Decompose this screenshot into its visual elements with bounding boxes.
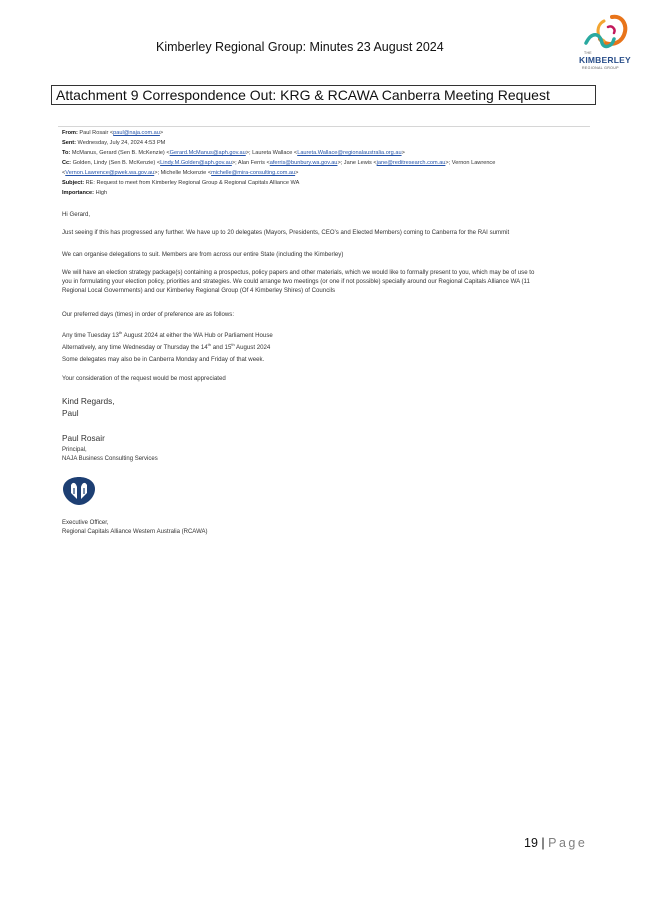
page-separator: | bbox=[537, 836, 549, 850]
email-subject-line bbox=[62, 180, 592, 187]
meeting-option-3: Some delegates may also be in Canberra Monday and Friday of that week. bbox=[62, 356, 265, 363]
cc-4-close: >; Michelle Mckenzie < bbox=[154, 170, 212, 176]
signature-first-name: Paul bbox=[62, 408, 79, 418]
to-1-name: McManus, Gerard (Sen B. McKenzie) < bbox=[71, 150, 170, 156]
option-2-sup-1: th bbox=[207, 341, 211, 347]
email-greeting: Hi Gerard, bbox=[62, 211, 91, 218]
email-from-line bbox=[62, 130, 592, 137]
rcawa-emblem-icon bbox=[61, 475, 97, 507]
kimberley-regional-group-logo bbox=[578, 13, 634, 79]
option-1-text-b: August 2024 at either the WA Hub or Parliament House bbox=[122, 332, 273, 339]
option-2-text-a: Alternatively, any time Wednesday or Thursday the 14 bbox=[62, 344, 208, 351]
signature-organisation: Regional Capitals Alliance Western Australia (RCAWA) bbox=[62, 529, 208, 535]
importance-value: High bbox=[95, 190, 108, 196]
cc-1-name: Golden, Lindy (Sen B. McKenzie) < bbox=[72, 160, 161, 166]
signature-regards: Kind Regards, bbox=[62, 396, 115, 406]
logo-swirl-icon bbox=[582, 13, 630, 51]
cc-5-close: > bbox=[295, 170, 299, 176]
cc-4-open: < bbox=[62, 170, 66, 176]
to-label: To: bbox=[62, 150, 71, 156]
sent-value: Wednesday, July 24, 2024 4:53 PM bbox=[77, 140, 166, 146]
email-paragraph-4: Our preferred days (times) in order of preference are as follows: bbox=[62, 311, 235, 318]
signature-role: Principal, bbox=[62, 447, 87, 453]
email-paragraph-3-line-3: Regional Local Governments) and our Kimberley Regional Group (Of 4 Kimberley Shires) of Councils bbox=[62, 287, 335, 295]
sent-label: Sent: bbox=[62, 140, 76, 146]
signature-officer-role: Executive Officer, bbox=[62, 520, 109, 526]
meeting-option-1 bbox=[62, 331, 592, 340]
email-to-line bbox=[62, 150, 592, 157]
cc-2-email-link[interactable]: aferris@bunbury.wa.gov.au bbox=[269, 160, 338, 166]
cc-2-close: >; Jane Lewis < bbox=[337, 160, 377, 166]
cc-label: Cc: bbox=[62, 160, 72, 166]
option-2-text-c: August 2024 bbox=[234, 344, 271, 351]
from-label: From: bbox=[62, 130, 78, 136]
attachment-title: Attachment 9 Correspondence Out: KRG & RCAWA Canberra Meeting Request bbox=[51, 85, 596, 105]
cc-1-close: >; Alan Ferris < bbox=[231, 160, 270, 166]
cc-3-close: >; Vernon Lawrence bbox=[445, 160, 496, 166]
email-top-divider bbox=[58, 126, 590, 127]
from-name: Paul Rosair < bbox=[79, 130, 114, 136]
option-2-text-b: and 15 bbox=[211, 344, 232, 351]
page-number: 19 bbox=[524, 836, 538, 850]
to-1-close: >; Laureta Wallace < bbox=[245, 150, 298, 156]
to-1-email-link[interactable]: Gerard.McManus@aph.gov.au bbox=[169, 150, 246, 156]
email-sent-line bbox=[62, 140, 592, 147]
importance-label: Importance: bbox=[62, 190, 95, 196]
subject-value: RE: Request to meet from Kimberley Regional Group & Regional Capitals Alliance WA bbox=[85, 180, 300, 186]
option-1-text-a: Any time Tuesday 13 bbox=[62, 332, 119, 339]
page-word: Page bbox=[548, 836, 588, 850]
signature-full-name: Paul Rosair bbox=[62, 433, 105, 443]
email-paragraph-2: We can organise delegations to suit. Members are from across our entire State (including the Kimberley) bbox=[62, 251, 344, 258]
email-paragraph-1: Just seeing if this has progressed any further. We have up to 20 delegates (Mayors, Presidents, CEO’s and Elected Members) coming to Canberra for the RAI summit bbox=[62, 229, 510, 236]
page-header-title: Kimberley Regional Group: Minutes 23 August 2024 bbox=[156, 40, 444, 54]
email-paragraph-3-line-1: We will have an election strategy package(s) containing a prospectus, policy papers and other materials, which we would like to formally present to you, which may be of use to bbox=[62, 269, 535, 276]
from-close: > bbox=[159, 130, 164, 136]
email-cc-line-2 bbox=[62, 170, 592, 177]
cc-4-email-link[interactable]: Vernon.Lawrence@pwek.wa.gov.au bbox=[65, 170, 155, 176]
option-2-sup-2: th bbox=[231, 341, 235, 347]
email-closing-note: Your consideration of the request would be most appreciated bbox=[62, 375, 226, 382]
email-paragraph-3 bbox=[62, 268, 592, 296]
email-importance-line bbox=[62, 190, 592, 197]
option-1-sup: th bbox=[118, 329, 123, 335]
to-2-email-link[interactable]: Laureta.Wallace@regionalaustralia.org.au bbox=[297, 150, 402, 156]
logo-small-text: THE bbox=[584, 51, 592, 55]
email-paragraph-3-line-2: you in formulating your election policy, priorities and strategies. We could arrange two meetings (or one if not possible) specially around our Regional Capitals Alliance WA (11 bbox=[62, 278, 530, 286]
meeting-option-2 bbox=[62, 343, 592, 352]
email-cc-line bbox=[62, 160, 592, 167]
to-2-close: > bbox=[401, 150, 405, 156]
cc-3-email-link[interactable]: jane@reditresearch.com.au bbox=[376, 160, 446, 166]
subject-label: Subject: bbox=[62, 180, 85, 186]
signature-company: NAJA Business Consulting Services bbox=[62, 456, 158, 462]
page-footer bbox=[524, 836, 587, 850]
cc-5-email-link[interactable]: michelle@mira-consulting.com.au bbox=[211, 170, 296, 176]
logo-main-text: KIMBERLEY bbox=[579, 55, 631, 65]
logo-sub-text: REGIONAL GROUP bbox=[582, 66, 619, 70]
from-email-link[interactable]: paul@naja.com.au bbox=[113, 130, 160, 136]
cc-1-email-link[interactable]: Lindy.M.Golden@aph.gov.au bbox=[160, 160, 232, 166]
